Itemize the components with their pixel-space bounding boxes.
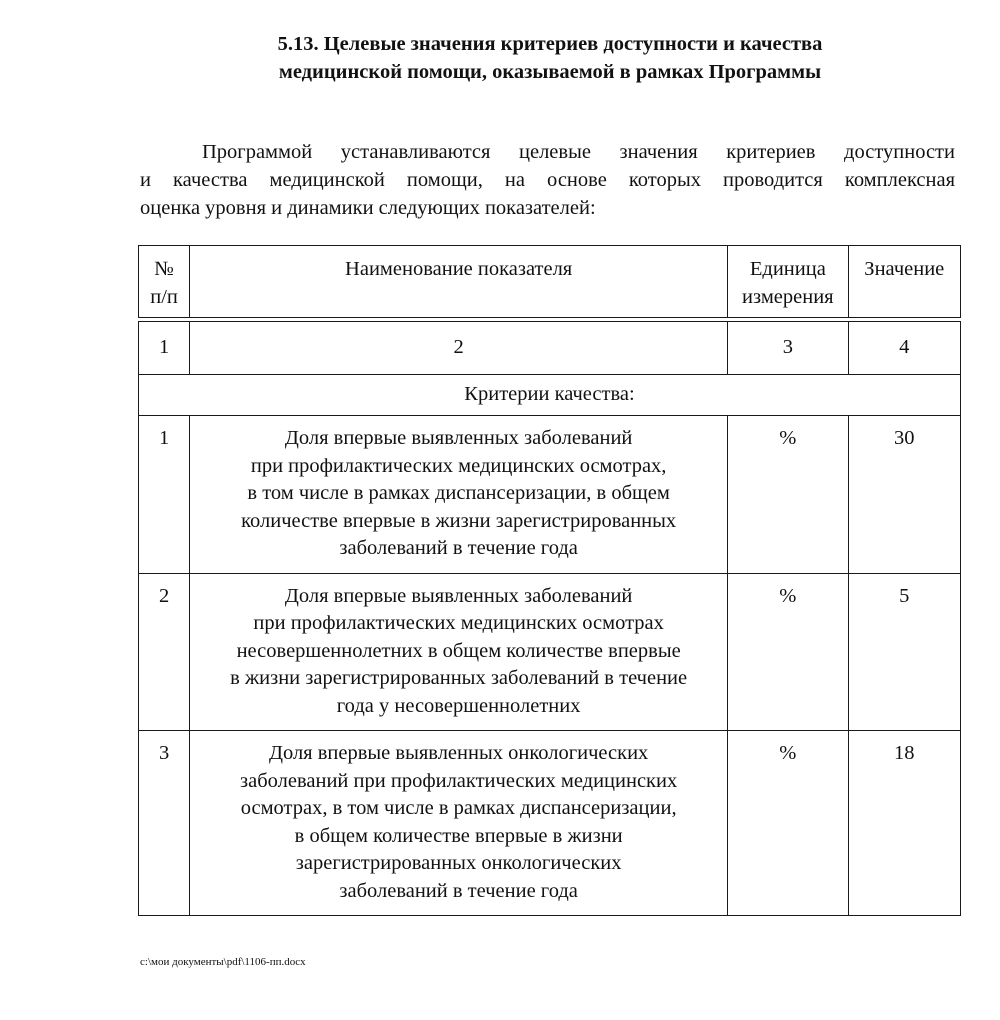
row-name-line: осмотрах, в том числе в рамках диспансеризации, [240,797,677,819]
row-name-line: Доля впервые выявленных заболеваний [284,427,633,449]
file-path-footer: c:\мои документы\pdf\1106-пп.docx [140,956,306,968]
row-name [190,573,728,731]
row-name-line: несовершеннолетних в общем количестве впервые [236,639,681,662]
header-name: Наименование показателя [345,258,573,280]
row-name-line: заболеваний в течение года [339,537,578,559]
table-header-row [139,246,961,318]
row-name-line: года у несовершеннолетних [336,694,581,717]
row-name-line: при профилактических медицинских осмотрах [253,612,664,634]
header-unit-cell [728,246,848,318]
section-title: Критерии качества: [139,375,961,416]
header-unit-line-2: измерения [742,285,834,308]
column-number-2: 2 [190,322,728,375]
row-value: 5 [848,573,960,731]
section-row [139,375,961,416]
row-unit: % [728,731,848,916]
row-unit: % [728,416,848,574]
row-name-line: заболеваний при профилактических медицинских [240,769,678,792]
row-name [190,731,728,916]
row-num: 2 [139,573,190,731]
row-name [190,416,728,574]
row-name-line: Доля впервые выявленных заболеваний [284,584,633,607]
row-value: 30 [848,416,960,574]
header-value-cell [848,246,960,318]
header-value: Значение [864,258,945,280]
heading-line-2: медицинской помощи, оказываемой в рамках Программы [278,61,822,83]
row-name-line: в том числе в рамках диспансеризации, в общем [247,482,670,504]
row-name-line: количестве впервые в жизни зарегистрированных [241,509,677,532]
section-heading [140,30,960,86]
heading-line-1: 5.13. Целевые значения критериев доступности и качества [277,33,823,55]
intro-line-2: и качества медицинской помощи, на основе которых проводится комплексная [140,169,955,191]
header-num-cell [139,246,190,318]
row-name-line: в жизни зарегистрированных заболеваний в течение [230,667,688,689]
table-row [139,416,961,574]
row-name-line: в общем количестве впервые в жизни [294,824,623,847]
row-name-line: зарегистрированных онкологических [295,852,622,874]
intro-line-1: Программой устанавливаются целевые значения критериев доступности [202,141,955,163]
row-name-line: заболеваний в течение года [339,879,578,902]
row-name-line: при профилактических медицинских осмотрах, [250,454,667,477]
row-unit: % [728,573,848,731]
column-number-4: 4 [848,322,960,375]
column-number-3: 3 [728,322,848,375]
table-row [139,573,961,731]
column-number-1: 1 [139,322,190,375]
row-num: 1 [139,416,190,574]
row-name-line: Доля впервые выявленных онкологических [268,742,649,764]
criteria-table [138,245,961,916]
header-num-line-2: п/п [150,285,178,308]
column-numbers-row [139,322,961,375]
row-num: 3 [139,731,190,916]
intro-line-3: оценка уровня и динамики следующих показателей: [140,197,596,219]
header-unit-line-1: Единица [749,258,826,280]
table-row [139,731,961,916]
header-name-cell [190,246,728,318]
header-num-line-1: № [154,258,174,280]
intro-paragraph [140,138,955,222]
row-value: 18 [848,731,960,916]
